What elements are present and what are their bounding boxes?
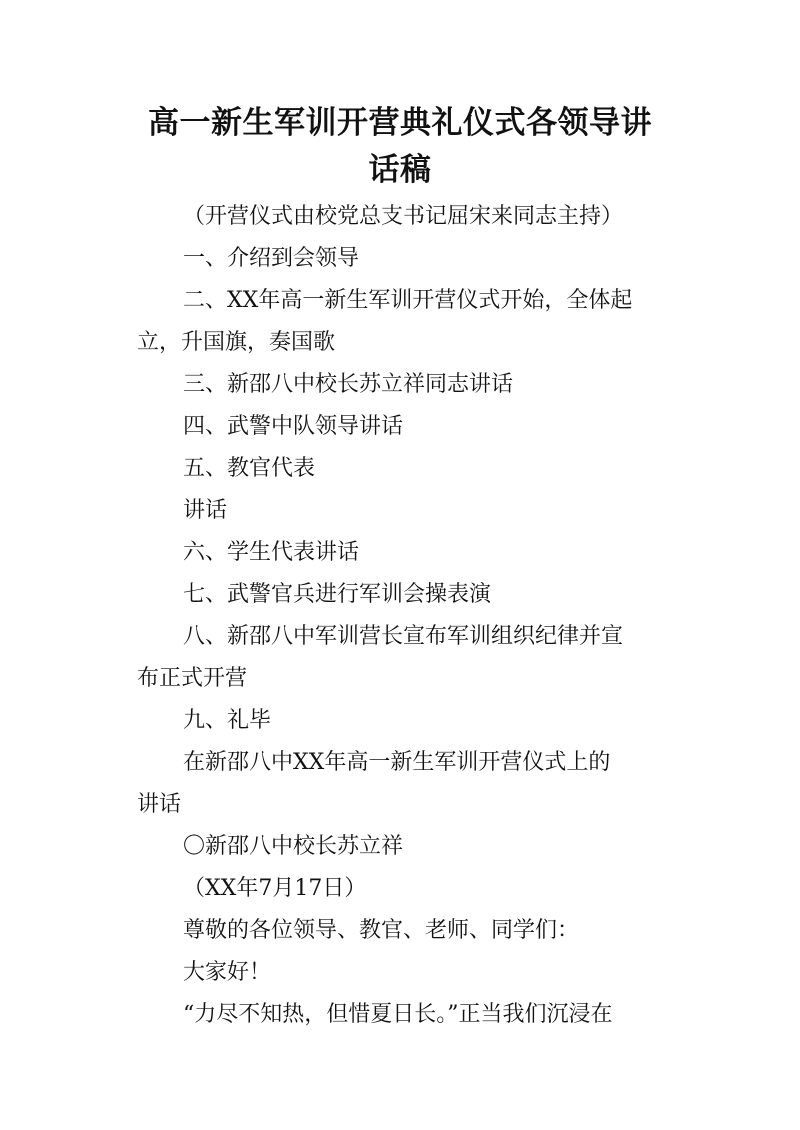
speaker-line: 〇新邵八中校长苏立祥 <box>183 834 404 859</box>
speech-heading-continued: 讲话 <box>137 792 182 817</box>
agenda-item-1: 一、介绍到会领导 <box>183 246 360 271</box>
salutation: 尊敬的各位领导、教官、老师、同学们： <box>183 918 580 943</box>
agenda-item-7: 七、武警官兵进行军训会操表演 <box>183 582 492 607</box>
agenda-item-8: 八、新邵八中军训营长宣布军训组织纪律并宣 <box>183 624 624 649</box>
speech-heading: 在新邵八中XX年高一新生军训开营仪式上的 <box>183 750 611 775</box>
agenda-item-2: 二、XX年高一新生军训开营仪式开始，全体起 <box>183 288 633 313</box>
greeting: 大家好！ <box>183 960 272 985</box>
speech-opening-line: “力尽不知热，但惜夏日长。”正当我们沉浸在 <box>183 1002 613 1027</box>
host-note: （开营仪式由校党总支书记屈宋来同志主持） <box>183 204 624 229</box>
agenda-item-9: 九、礼毕 <box>183 708 272 733</box>
agenda-item-8-continued: 布正式开营 <box>137 666 248 691</box>
agenda-item-5-continued: 讲话 <box>183 498 228 523</box>
agenda-item-4: 四、武警中队领导讲话 <box>183 414 404 439</box>
agenda-item-2-continued: 立，升国旗，奏国歌 <box>137 330 336 355</box>
title-line-1: 高一新生军训开营典礼仪式各领导讲 <box>148 105 652 141</box>
agenda-item-3: 三、新邵八中校长苏立祥同志讲话 <box>183 372 514 397</box>
agenda-item-5: 五、教官代表 <box>183 456 316 481</box>
document-title <box>0 100 800 194</box>
title-line-2: 话稿 <box>368 152 432 188</box>
speech-date: （XX年7月17日） <box>183 876 367 901</box>
agenda-item-6: 六、学生代表讲话 <box>183 540 360 565</box>
